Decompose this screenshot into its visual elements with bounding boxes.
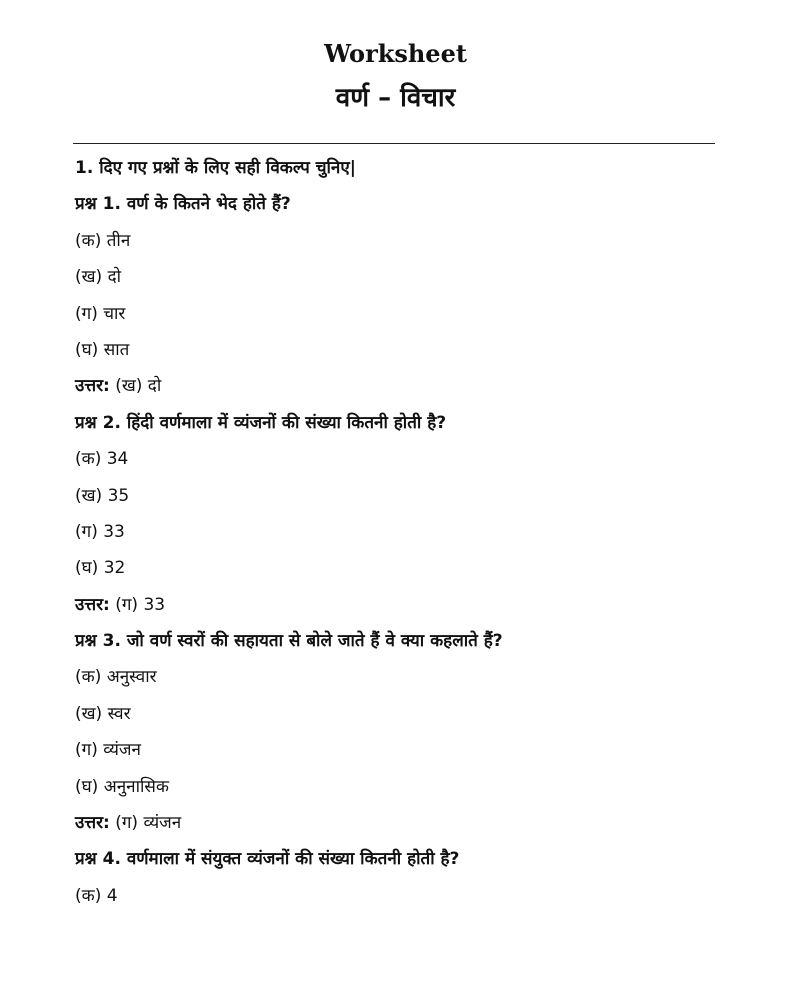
question-4-text: प्रश्न 4. वर्णमाला में संयुक्त व्यंजनों की संख्या कितनी होती है? — [75, 849, 460, 870]
question-1-answer-value: (ख) दो — [109, 376, 162, 397]
question-3-option-d: (घ) अनुनासिक — [75, 776, 169, 797]
question-1-option-b: (ख) दो — [75, 267, 122, 288]
question-1-answer-label: उत्तर: — [75, 376, 110, 397]
question-2-option-b: (ख) 35 — [75, 485, 130, 506]
question-2-answer — [75, 589, 715, 625]
question-1-option-a: (क) तीन — [75, 230, 131, 251]
instruction-text: 1. दिए गए प्रश्नों के लिए सही विकल्प चुनिए| — [75, 158, 356, 178]
question-3-answer — [75, 807, 715, 843]
question-2-option-c: (ग) 33 — [75, 521, 125, 542]
worksheet-subtitle: वर्ण – विचार — [335, 83, 456, 113]
question-1-option-c: (ग) चार — [75, 303, 126, 324]
header-divider — [73, 143, 715, 144]
question-3-option-c: (ग) व्यंजन — [75, 740, 141, 761]
worksheet-content — [75, 152, 715, 916]
question-1-option-d: (घ) सात — [75, 339, 130, 360]
question-1-answer — [75, 370, 715, 406]
question-3-answer-label: उत्तर: — [75, 813, 110, 834]
question-3-answer-value: (ग) व्यंजन — [109, 813, 182, 834]
worksheet-title: Worksheet — [324, 39, 467, 68]
question-4-option-a: (क) 4 — [75, 885, 118, 906]
question-1-text: प्रश्न 1. वर्ण के कितने भेद होते हैं? — [75, 194, 291, 215]
question-2-answer-label: उत्तर: — [75, 594, 110, 615]
question-2-answer-value: (ग) 33 — [109, 594, 166, 615]
question-3-text: प्रश्न 3. जो वर्ण स्वरों की सहायता से बोले जाते हैं वे क्या कहलाते हैं? — [75, 631, 503, 652]
question-2-option-a: (क) 34 — [75, 449, 129, 470]
question-2-text: प्रश्न 2. हिंदी वर्णमाला में व्यंजनों की संख्या कितनी होती है? — [75, 412, 447, 433]
question-3-option-a: (क) अनुस्वार — [75, 667, 157, 688]
question-2-option-d: (घ) 32 — [75, 558, 126, 579]
question-3-option-b: (ख) स्वर — [75, 703, 131, 724]
